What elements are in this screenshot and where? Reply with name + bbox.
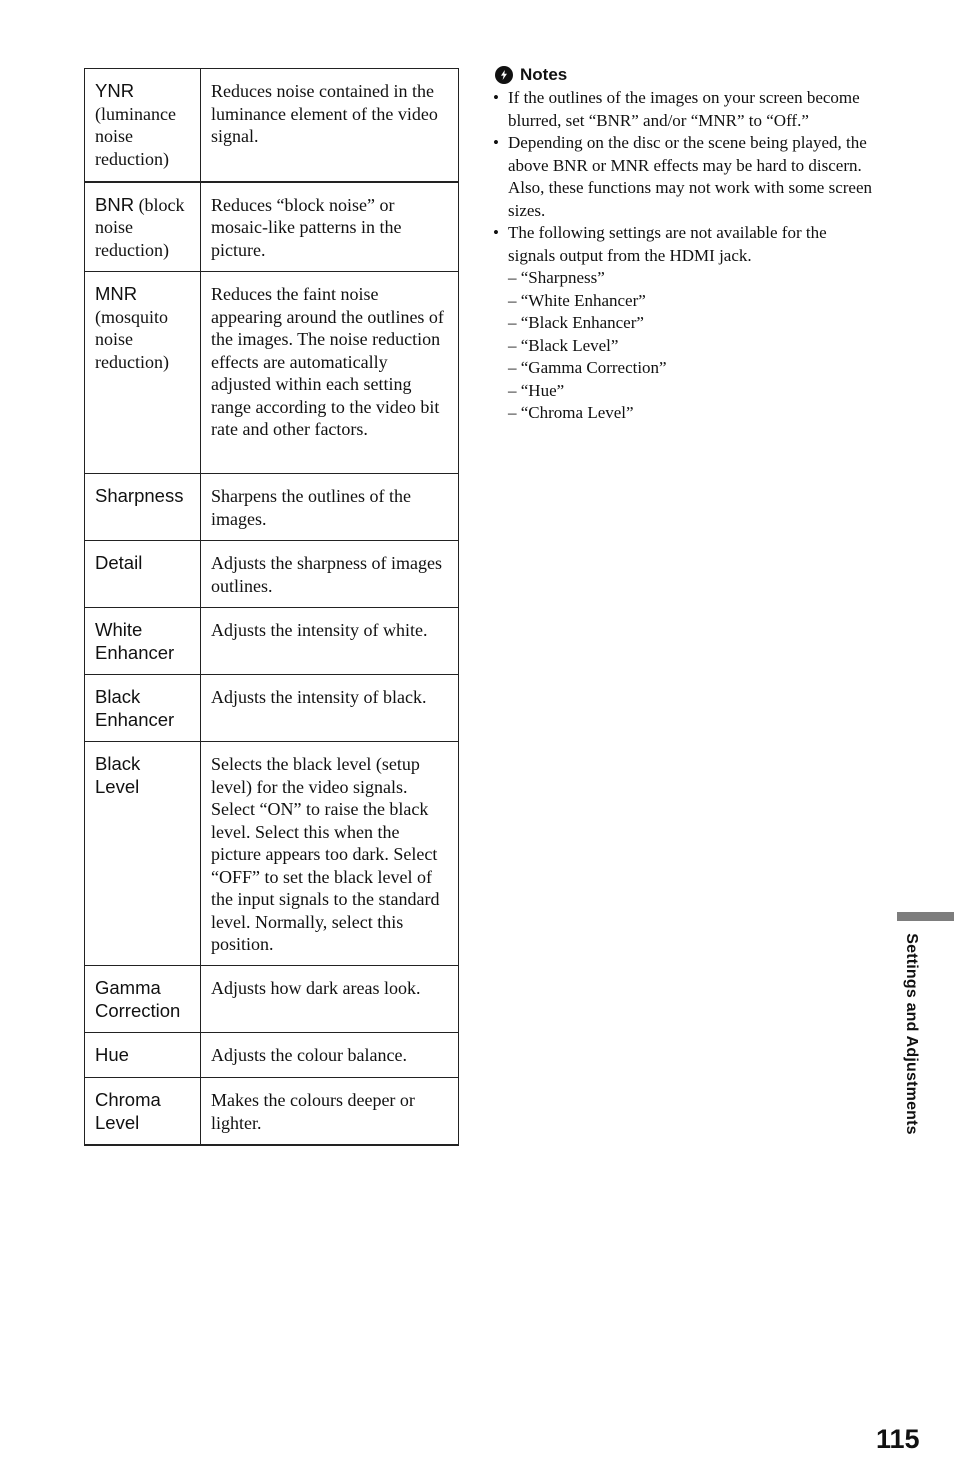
note-text: Depending on the disc or the scene being played, the above BNR or MNR effects may be hard to discern. Also, these functions may not work with some screen sizes. (508, 133, 873, 220)
term-name: Sharpness (95, 485, 184, 506)
dash: – (508, 380, 517, 400)
setting-name: “White Enhancer” (520, 290, 646, 310)
description-text: Adjusts how dark areas look. (211, 978, 421, 998)
term-name: Black Enhancer (95, 686, 175, 730)
term-name: YNR (95, 80, 135, 101)
description-text: Sharpens the outlines of the images. (211, 486, 411, 529)
list-item (493, 87, 873, 132)
section-tab-label: Settings and Adjustments (903, 933, 920, 1135)
dash: – (508, 358, 517, 377)
bullet: • (493, 133, 499, 152)
term-cell (85, 474, 201, 541)
table-row (85, 182, 459, 272)
table-row (85, 675, 459, 742)
notes-heading (493, 64, 873, 86)
term-cell (85, 608, 201, 675)
term-name: Gamma Correction (95, 977, 181, 1021)
setting-name: “Gamma Correction” (520, 358, 667, 377)
list-item (493, 132, 873, 222)
dash: – (508, 403, 517, 422)
notes-icon (495, 66, 513, 84)
sub-list-item (508, 290, 873, 313)
sub-list-item (508, 357, 873, 380)
table-row (85, 742, 459, 966)
dash: – (508, 335, 517, 355)
table-row (85, 474, 459, 541)
term-cell (85, 966, 201, 1033)
description-cell (201, 272, 459, 474)
description-text: Adjusts the intensity of black. (211, 687, 427, 707)
description-text: Makes the colours deeper or lighter. (211, 1090, 415, 1133)
description-text: Adjusts the intensity of white. (211, 620, 428, 640)
sub-list-item (508, 335, 873, 358)
term-detail: (mosquito noise reduction) (95, 306, 169, 372)
table-row (85, 608, 459, 675)
sub-list-item (508, 312, 873, 335)
description-text: Adjusts the colour balance. (211, 1045, 407, 1065)
term-detail: (block noise reduction) (95, 194, 185, 260)
table-row (85, 966, 459, 1033)
term-name: Hue (95, 1044, 129, 1065)
sub-list-item (508, 402, 873, 425)
setting-name: “Chroma Level” (520, 403, 634, 422)
description-text: Reduces noise contained in the luminance element of the video signal. (211, 81, 438, 146)
term-name: Detail (95, 552, 143, 573)
dash: – (508, 290, 517, 310)
description-cell (201, 474, 459, 541)
settings-table (84, 68, 459, 1146)
setting-name: “Hue” (520, 380, 565, 400)
table-row (85, 1033, 459, 1078)
description-cell (201, 1033, 459, 1078)
description-cell (201, 69, 459, 182)
description-cell (201, 182, 459, 272)
table-row (85, 272, 459, 474)
term-cell (85, 272, 201, 474)
term-cell (85, 1078, 201, 1145)
description-cell (201, 608, 459, 675)
description-text: Selects the black level (setup level) for the video signals. Select “ON” to raise the black level. Select this when the picture appears too dark. Select “OFF” to set the black level of the input signals to the standard level. Normally, select this position. (211, 754, 440, 954)
description-cell (201, 675, 459, 742)
dash: – (508, 313, 517, 332)
term-name: MNR (95, 283, 138, 304)
dash: – (508, 268, 517, 287)
note-text: If the outlines of the images on your screen become blurred, set “BNR” and/or “MNR” to “Off.” (508, 88, 860, 130)
term-name: White Enhancer (95, 619, 175, 663)
term-cell (85, 1033, 201, 1078)
setting-name: “Black Level” (520, 335, 619, 355)
list-item (493, 222, 873, 425)
term-detail: (luminance noise reduction) (95, 103, 176, 169)
table-row (85, 1078, 459, 1145)
note-text: The following settings are not available for the signals output from the HDMI jack. (508, 223, 827, 265)
term-cell (85, 541, 201, 608)
unavailable-settings-list (508, 267, 873, 425)
setting-name: “Sharpness” (520, 268, 605, 287)
notes-list (493, 87, 873, 425)
term-cell (85, 69, 201, 182)
bullet: • (493, 88, 499, 107)
setting-name: “Black Enhancer” (520, 313, 644, 332)
description-cell (201, 966, 459, 1033)
description-text: Reduces “block noise” or mosaic-like patterns in the picture. (211, 194, 402, 260)
term-cell (85, 742, 201, 966)
sub-list-item (508, 267, 873, 290)
description-text: Reduces the faint noise appearing around the outlines of the images. The noise reduction effects are automatically adjusted within each setting range according to the video bit rate and other factors. (211, 284, 444, 439)
description-text: Adjusts the sharpness of images outlines. (211, 553, 442, 596)
description-cell (201, 541, 459, 608)
term-name: Black Level (95, 753, 141, 797)
table-row (85, 541, 459, 608)
page-number: 115 (876, 1424, 920, 1454)
description-cell (201, 742, 459, 966)
table-row (85, 69, 459, 182)
bullet: • (493, 223, 499, 242)
term-name: Chroma Level (95, 1089, 161, 1133)
term-cell (85, 675, 201, 742)
term-name: BNR (95, 193, 135, 215)
sub-list-item (508, 380, 873, 403)
term-cell (85, 182, 201, 272)
description-cell (201, 1078, 459, 1145)
notes-section (493, 64, 873, 425)
notes-title: Notes (520, 65, 568, 84)
